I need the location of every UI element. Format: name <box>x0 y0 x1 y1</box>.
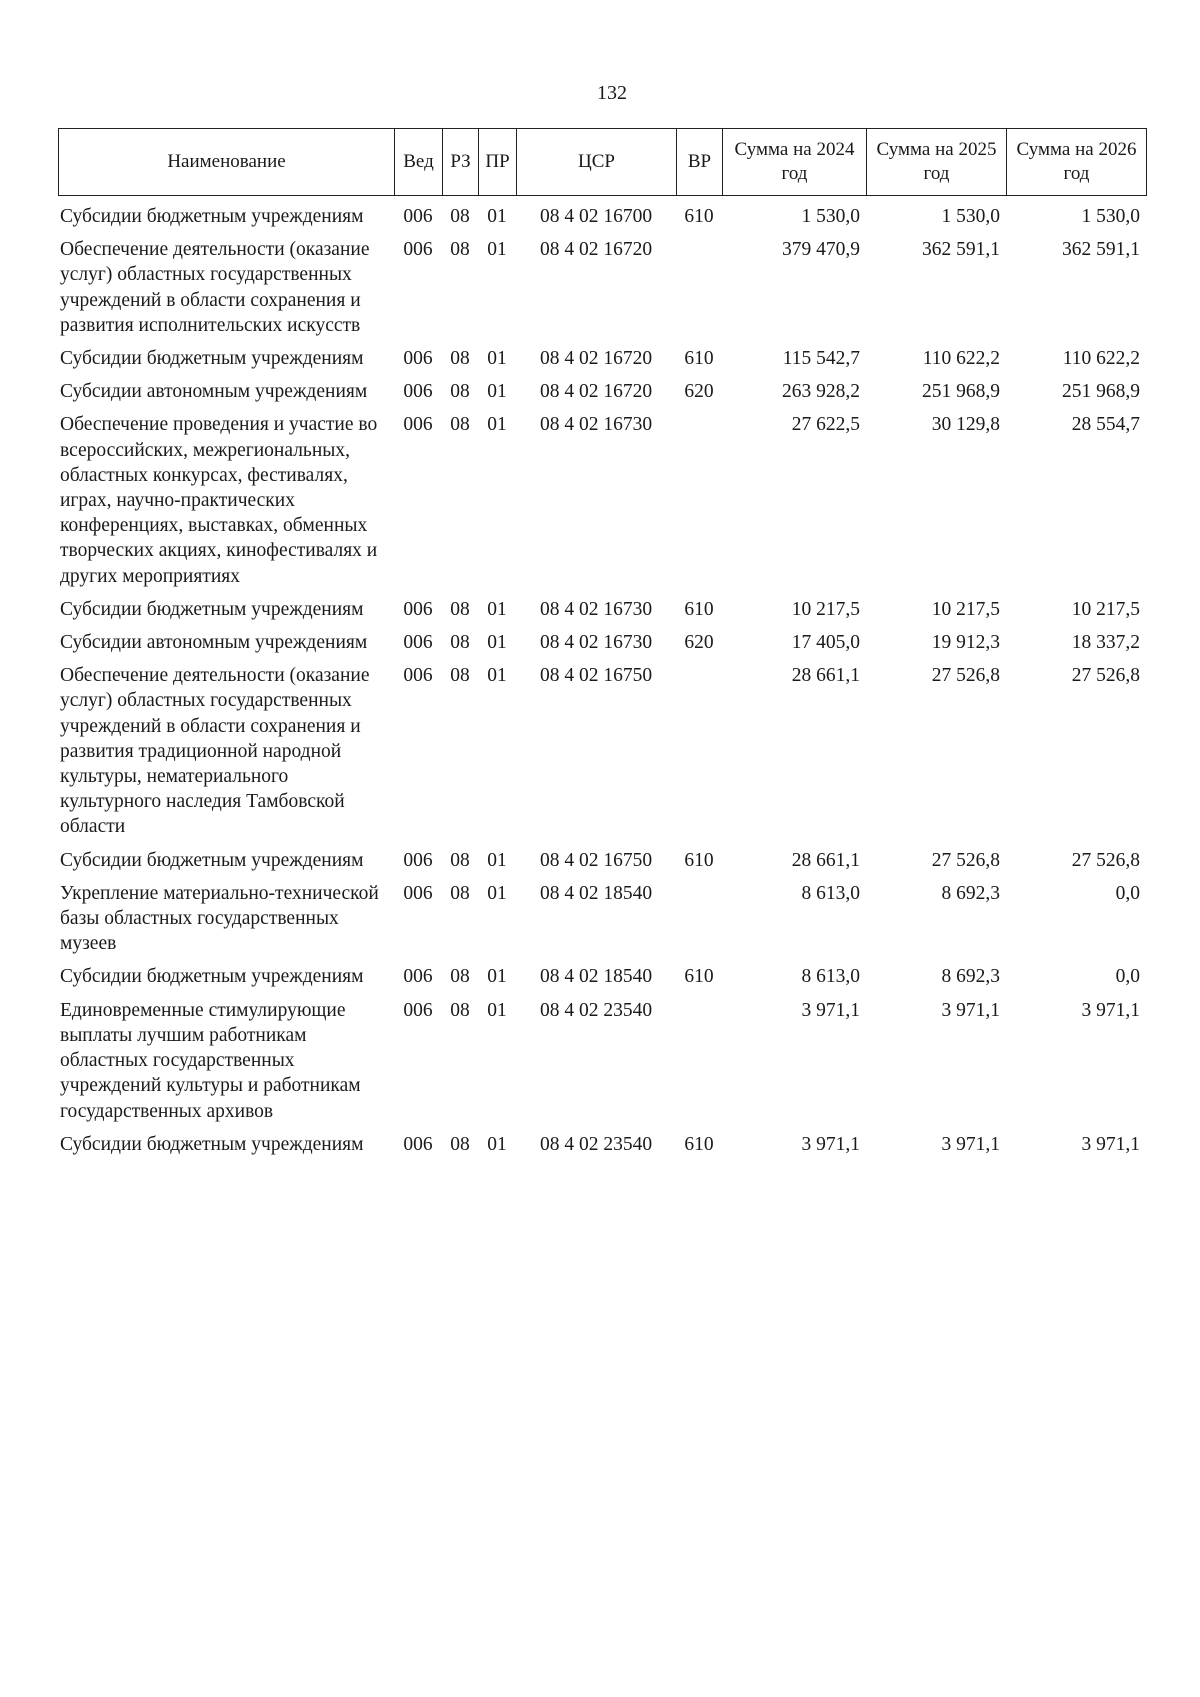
cell-sum-2025: 362 591,1 <box>922 239 1000 261</box>
cell-vr: 610 <box>684 1133 714 1155</box>
cell-csr: 08 4 02 16730 <box>539 414 653 436</box>
cell-csr: 08 4 02 23540 <box>539 1133 653 1155</box>
cell-name: Субсидии бюджетным учреждениям <box>60 1133 364 1155</box>
cell-vr <box>676 412 722 596</box>
table-row <box>58 663 1146 847</box>
cell-rz: 08 <box>450 849 470 871</box>
cell-ved: 006 <box>403 381 433 403</box>
cell-rz: 08 <box>450 348 470 370</box>
cell-ved: 006 <box>403 665 433 687</box>
cell-sum-2026: 27 526,8 <box>1071 665 1140 687</box>
cell-sum-2024: 115 542,7 <box>782 348 860 370</box>
header-sum-2024: Сумма на 2024 год <box>723 129 867 196</box>
cell-sum-2026: 1 530,0 <box>1081 206 1140 227</box>
cell-name: Субсидии бюджетным учреждениям <box>60 348 364 370</box>
table-row <box>58 881 1146 965</box>
cell-rz: 08 <box>450 665 470 687</box>
cell-sum-2024: 8 613,0 <box>801 966 860 988</box>
table-row <box>58 346 1146 379</box>
cell-sum-2024: 379 470,9 <box>782 239 860 261</box>
cell-ved: 006 <box>403 239 433 261</box>
table-row <box>58 630 1146 663</box>
cell-name: Единовременные стимулирующие выплаты лучшим работникам областных государственных учреждений культуры и работникам государственных архивов <box>60 999 361 1122</box>
cell-name: Обеспечение деятельности (оказание услуг) областных государственных учреждений в области сохранения и развития исполнительских искусств <box>60 239 370 336</box>
cell-sum-2026: 0,0 <box>1115 882 1140 904</box>
cell-sum-2025: 10 217,5 <box>931 598 1000 620</box>
cell-sum-2024: 1 530,0 <box>801 206 860 227</box>
cell-vr: 620 <box>684 632 714 654</box>
cell-name: Субсидии автономным учреждениям <box>60 381 368 403</box>
page-number: 132 <box>597 82 627 104</box>
cell-sum-2024: 3 971,1 <box>801 1133 860 1155</box>
table-row <box>58 964 1146 997</box>
cell-pr: 01 <box>487 632 507 654</box>
cell-pr: 01 <box>487 414 507 436</box>
cell-sum-2024: 27 622,5 <box>791 414 860 436</box>
cell-sum-2026: 110 622,2 <box>1062 348 1140 370</box>
cell-vr: 620 <box>684 381 714 403</box>
cell-pr: 01 <box>487 1133 507 1155</box>
cell-pr: 01 <box>487 966 507 988</box>
cell-name: Субсидии бюджетным учреждениям <box>60 206 364 227</box>
cell-sum-2024: 8 613,0 <box>801 882 860 904</box>
cell-sum-2026: 27 526,8 <box>1071 849 1140 871</box>
cell-rz: 08 <box>450 239 470 261</box>
cell-name: Субсидии бюджетным учреждениям <box>60 598 364 620</box>
cell-rz: 08 <box>450 966 470 988</box>
cell-vr <box>676 881 722 965</box>
cell-vr <box>676 663 722 847</box>
cell-rz: 08 <box>450 206 470 227</box>
cell-rz: 08 <box>450 999 470 1021</box>
cell-sum-2024: 17 405,0 <box>791 632 860 654</box>
cell-sum-2026: 3 971,1 <box>1081 999 1140 1021</box>
cell-sum-2025: 3 971,1 <box>941 1133 1000 1155</box>
cell-pr: 01 <box>487 598 507 620</box>
cell-ved: 006 <box>403 598 433 620</box>
cell-ved: 006 <box>403 849 433 871</box>
cell-sum-2025: 30 129,8 <box>931 414 1000 436</box>
cell-ved: 006 <box>403 632 433 654</box>
cell-csr: 08 4 02 16720 <box>539 381 653 403</box>
cell-pr: 01 <box>487 206 507 227</box>
cell-rz: 08 <box>450 632 470 654</box>
cell-vr <box>676 998 722 1132</box>
cell-sum-2024: 28 661,1 <box>791 665 860 687</box>
cell-ved: 006 <box>403 414 433 436</box>
cell-name: Обеспечение деятельности (оказание услуг) областных государственных учреждений в области сохранения и развития традиционной народной культуры, нематериального культурного наследия Тамбовской области <box>60 665 370 838</box>
cell-vr: 610 <box>684 348 714 370</box>
table-row <box>58 597 1146 630</box>
cell-sum-2024: 28 661,1 <box>791 849 860 871</box>
cell-name: Укрепление материально-технической базы областных государственных музеев <box>60 882 379 955</box>
cell-rz: 08 <box>450 381 470 403</box>
cell-csr: 08 4 02 16720 <box>539 239 653 261</box>
budget-table <box>58 204 1146 1165</box>
header-pr: ПР <box>479 129 517 196</box>
cell-vr: 610 <box>684 598 714 620</box>
cell-sum-2025: 3 971,1 <box>941 999 1000 1021</box>
cell-rz: 08 <box>450 598 470 620</box>
header-csr: ЦСР <box>517 129 677 196</box>
cell-pr: 01 <box>487 665 507 687</box>
cell-csr: 08 4 02 16750 <box>539 849 653 871</box>
cell-name: Субсидии автономным учреждениям <box>60 632 368 654</box>
cell-sum-2025: 8 692,3 <box>941 966 1000 988</box>
cell-sum-2024: 3 971,1 <box>801 999 860 1021</box>
cell-sum-2025: 1 530,0 <box>941 206 1000 227</box>
cell-ved: 006 <box>403 206 433 227</box>
cell-pr: 01 <box>487 381 507 403</box>
cell-csr: 08 4 02 16730 <box>539 632 653 654</box>
cell-sum-2026: 3 971,1 <box>1081 1133 1140 1155</box>
table-row <box>58 848 1146 881</box>
cell-sum-2026: 362 591,1 <box>1062 239 1140 261</box>
header-sum-2026: Сумма на 2026 год <box>1007 129 1147 196</box>
cell-ved: 006 <box>403 966 433 988</box>
cell-vr: 610 <box>684 966 714 988</box>
cell-csr: 08 4 02 23540 <box>539 999 653 1021</box>
cell-sum-2025: 27 526,8 <box>931 665 1000 687</box>
table-row <box>58 412 1146 596</box>
cell-pr: 01 <box>487 882 507 904</box>
cell-rz: 08 <box>450 1133 470 1155</box>
cell-sum-2024: 263 928,2 <box>782 381 860 403</box>
cell-name: Субсидии бюджетным учреждениям <box>60 966 364 988</box>
cell-ved: 006 <box>403 882 433 904</box>
cell-name: Обеспечение проведения и участие во всероссийских, межрегиональных, областных конкурсах, фестивалях, играх, научно-практических конференциях, выставках, обменных творческих акциях, кинофестивалях и других мероприятиях <box>60 414 378 587</box>
cell-csr: 08 4 02 16720 <box>539 348 653 370</box>
cell-sum-2026: 18 337,2 <box>1071 632 1140 654</box>
cell-vr: 610 <box>684 849 714 871</box>
table-row <box>58 1132 1146 1165</box>
cell-ved: 006 <box>403 1133 433 1155</box>
cell-csr: 08 4 02 18540 <box>539 882 653 904</box>
cell-pr: 01 <box>487 849 507 871</box>
cell-sum-2025: 251 968,9 <box>922 381 1000 403</box>
table-row <box>58 379 1146 412</box>
cell-pr: 01 <box>487 999 507 1021</box>
cell-csr: 08 4 02 18540 <box>539 966 653 988</box>
header-vr: ВР <box>677 129 723 196</box>
cell-sum-2024: 10 217,5 <box>791 598 860 620</box>
cell-sum-2025: 19 912,3 <box>931 632 1000 654</box>
table-body <box>58 204 1146 1165</box>
cell-sum-2025: 8 692,3 <box>941 882 1000 904</box>
cell-csr: 08 4 02 16700 <box>539 206 653 227</box>
table-header <box>58 128 1147 196</box>
cell-sum-2025: 110 622,2 <box>922 348 1000 370</box>
cell-sum-2026: 0,0 <box>1115 966 1140 988</box>
cell-pr: 01 <box>487 239 507 261</box>
cell-sum-2025: 27 526,8 <box>931 849 1000 871</box>
cell-sum-2026: 251 968,9 <box>1062 381 1140 403</box>
header-ved: Вед <box>395 129 443 196</box>
table-row <box>58 237 1146 346</box>
cell-rz: 08 <box>450 414 470 436</box>
cell-csr: 08 4 02 16730 <box>539 598 653 620</box>
header-name: Наименование <box>59 129 395 196</box>
cell-ved: 006 <box>403 999 433 1021</box>
cell-sum-2026: 28 554,7 <box>1071 414 1140 436</box>
cell-vr <box>676 237 722 346</box>
cell-sum-2026: 10 217,5 <box>1071 598 1140 620</box>
cell-name: Субсидии бюджетным учреждениям <box>60 849 364 871</box>
header-sum-2025: Сумма на 2025 год <box>867 129 1007 196</box>
table-row <box>58 204 1146 237</box>
cell-rz: 08 <box>450 882 470 904</box>
cell-pr: 01 <box>487 348 507 370</box>
table-row <box>58 998 1146 1132</box>
cell-csr: 08 4 02 16750 <box>539 665 653 687</box>
cell-ved: 006 <box>403 348 433 370</box>
header-rz: РЗ <box>443 129 479 196</box>
cell-vr: 610 <box>684 206 714 227</box>
